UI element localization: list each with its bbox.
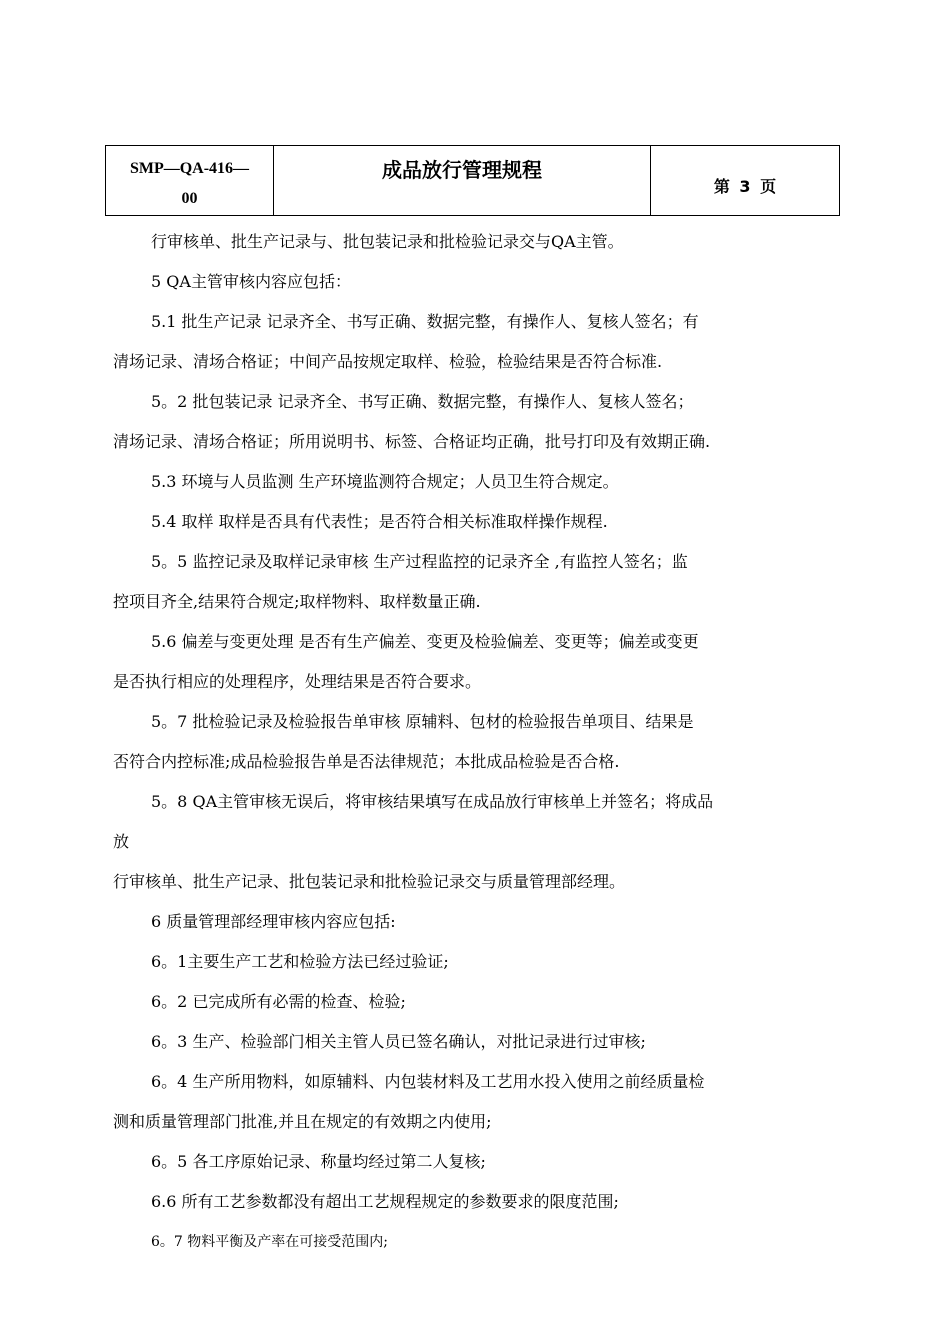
page-number: 第 3 页: [713, 177, 777, 196]
paragraph-line: 行审核单、批生产记录、批包装记录和批检验记录交与质量管理部经理。: [113, 872, 626, 891]
paragraph-line: 6。7 物料平衡及产率在可接受范围内;: [151, 1234, 388, 1250]
paragraph-line: 6。1主要生产工艺和检验方法已经过验证;: [151, 952, 449, 971]
paragraph-line: 否符合内控标准;成品检验报告单是否法律规范；本批成品检验是否合格.: [113, 752, 620, 771]
paragraph-line: 是否执行相应的处理程序，处理结果是否符合要求。: [113, 672, 482, 691]
document-code-line2: 00: [181, 190, 198, 207]
paragraph-line: 6。5 各工序原始记录、称量均经过第二人复核;: [151, 1152, 486, 1171]
paragraph-line: 行审核单、批生产记录与、批包装记录和批检验记录交与QA主管。: [151, 232, 624, 251]
paragraph-line: 6。4 生产所用物料，如原辅料、内包装材料及工艺用水投入使用之前经质量检: [151, 1072, 705, 1091]
document-code-line1: SMP—QA-416—: [129, 160, 250, 177]
paragraph-line: 测和质量管理部门批准,并且在规定的有效期之内使用;: [113, 1112, 492, 1131]
paragraph-line: 清场记录、清场合格证；所用说明书、标签、合格证均正确，批号打印及有效期正确.: [113, 432, 711, 451]
paragraph-line: 5。7 批检验记录及检验报告单审核 原辅料、包材的检验报告单项目、结果是: [151, 712, 694, 731]
document-body: [113, 222, 840, 1262]
paragraph-line: 控项目齐全,结果符合规定;取样物料、取样数量正确.: [113, 592, 481, 611]
paragraph-line: 5。5 监控记录及取样记录审核 生产过程监控的记录齐全 ,有监控人签名；监: [151, 552, 688, 571]
paragraph-line: 6。2 已完成所有必需的检查、检验;: [151, 992, 406, 1011]
paragraph-line: 清场记录、清场合格证；中间产品按规定取样、检验，检验结果是否符合标准.: [113, 352, 663, 371]
paragraph-line: 6.6 所有工艺参数都没有超出工艺规程规定的参数要求的限度范围;: [151, 1192, 619, 1211]
paragraph-line: 5。2 批包装记录 记录齐全、书写正确、数据完整，有操作人、复核人签名；: [151, 392, 694, 411]
paragraph-line: 5.4 取样 取样是否具有代表性；是否符合相关标准取样操作规程.: [151, 512, 608, 531]
paragraph-line: 放: [113, 832, 130, 851]
document-title: 成品放行管理规程: [274, 146, 651, 215]
paragraph-line: 5.6 偏差与变更处理 是否有生产偏差、变更及检验偏差、变更等；偏差或变更: [151, 632, 699, 651]
paragraph-line: 5.3 环境与人员监测 生产环境监测符合规定；人员卫生符合规定。: [151, 472, 619, 491]
paragraph-line: 6。3 生产、检验部门相关主管人员已签名确认，对批记录进行过审核;: [151, 1032, 646, 1051]
paragraph-line: 5 QA主管审核内容应包括：: [151, 272, 351, 291]
paragraph-line: 5。8 QA主管审核无误后，将审核结果填写在成品放行审核单上并签名；将成品: [151, 792, 714, 811]
document-code-cell: [106, 146, 274, 215]
paragraph-line: 6 质量管理部经理审核内容应包括:: [151, 912, 396, 931]
paragraph-line: 5.1 批生产记录 记录齐全、书写正确、数据完整，有操作人、复核人签名；有: [151, 312, 699, 331]
document-header-table: [105, 145, 840, 216]
